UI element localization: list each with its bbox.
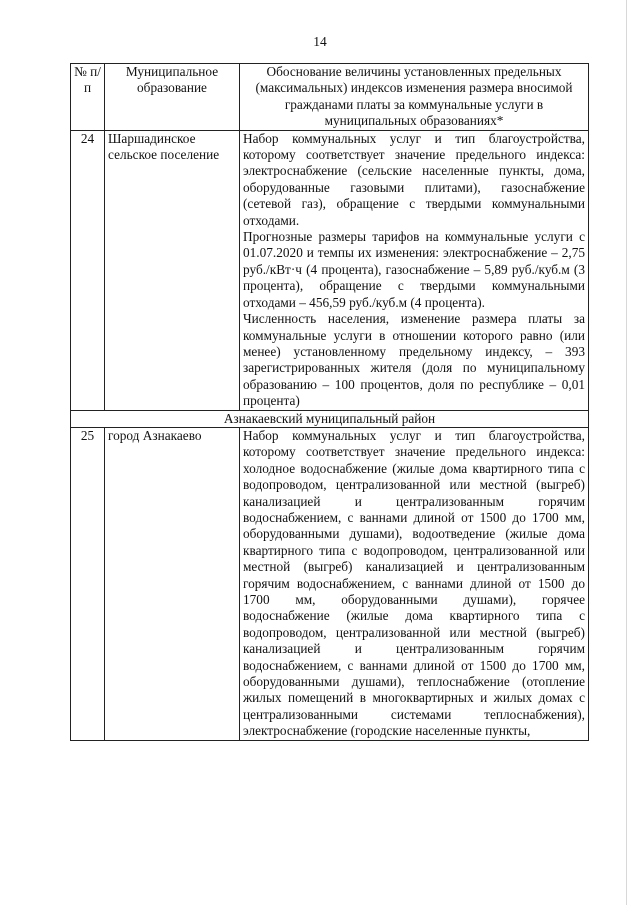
tariff-justification-table bbox=[70, 63, 589, 741]
paragraph-improvement-set: Набор коммунальных услуг и тип благоустройства, которому соответствует значение предельного индекса: электроснабжение (сельские населенные пункты, дома, оборудованные газовыми плитами), газоснабжение (сетевой газ), обращение с твердыми коммунальными отходами. bbox=[243, 130, 585, 228]
justification-cell bbox=[240, 427, 589, 740]
table-header-row bbox=[71, 64, 589, 131]
paragraph-population: Численность населения, изменение размера платы за коммунальные услуги в отношении которого равно (или менее) установленному предельному индексу, – 393 зарегистрированных жителя (доля по муниципальному образованию – 100 процентов, доля по республике – 0,01 процента) bbox=[243, 311, 585, 409]
paragraph-improvement-set: Набор коммунальных услуг и тип благоустройства, которому соответствует значение предельного индекса: холодное водоснабжение (жилые дома квартирного типа с водопроводом, централизованной или местной (выгреб) канализацией и централизованным горячим водоснабжением, с ваннами длиной от 1500 до 1700 мм, оборудованными душами), водоотведение (жилые дома квартирного типа с водопроводом, централизованной или местной (выгреб) канализацией и централизованным горячим водоснабжением, с ваннами длиной от 1500 до 1700 мм, оборудованными душами), горячее водоснабжение (жилые дома квартирного типа с водопроводом, централизованной или местной (выгреб) канализацией и централизованным горячим водоснабжением, с ваннами длиной от 1500 до 1700 мм, оборудованными душами), теплоснабжение (отопление жилых помещений в многоквартирных и жилых домах с централизованными системами теплоснабжения), электроснабжение (городские населенные пункты, bbox=[243, 427, 585, 739]
municipality-name: Шаршадинское сельское поселение bbox=[105, 130, 240, 410]
scan-edge-line bbox=[626, 0, 627, 905]
header-justification: Обоснование величины установленных предельных (максимальных) индексов изменения размера вносимой гражданами платы за коммунальные услуги в муниципальных образованиях* bbox=[240, 64, 589, 131]
row-number: 24 bbox=[71, 130, 105, 410]
page-number: 14 bbox=[313, 34, 327, 49]
table-row bbox=[71, 427, 589, 740]
header-num: № п/п bbox=[71, 64, 105, 131]
region-heading-row bbox=[71, 410, 589, 427]
header-municipality: Муниципальное образование bbox=[105, 64, 240, 131]
row-number: 25 bbox=[71, 427, 105, 740]
region-heading: Азнакаевский муниципальный район bbox=[71, 410, 589, 427]
paragraph-tariff-forecast: Прогнозные размеры тарифов на коммунальные услуги с 01.07.2020 и темпы их изменения: электроснабжение – 2,75 руб./кВт·ч (4 процента), газоснабжение – 5,89 руб./куб.м (3 процента), обращение с твердыми коммунальными отходами – 456,59 руб./куб.м (4 процента). bbox=[243, 229, 585, 310]
justification-cell bbox=[240, 130, 589, 410]
table-row bbox=[71, 130, 589, 410]
municipality-name: город Азнакаево bbox=[105, 427, 240, 740]
